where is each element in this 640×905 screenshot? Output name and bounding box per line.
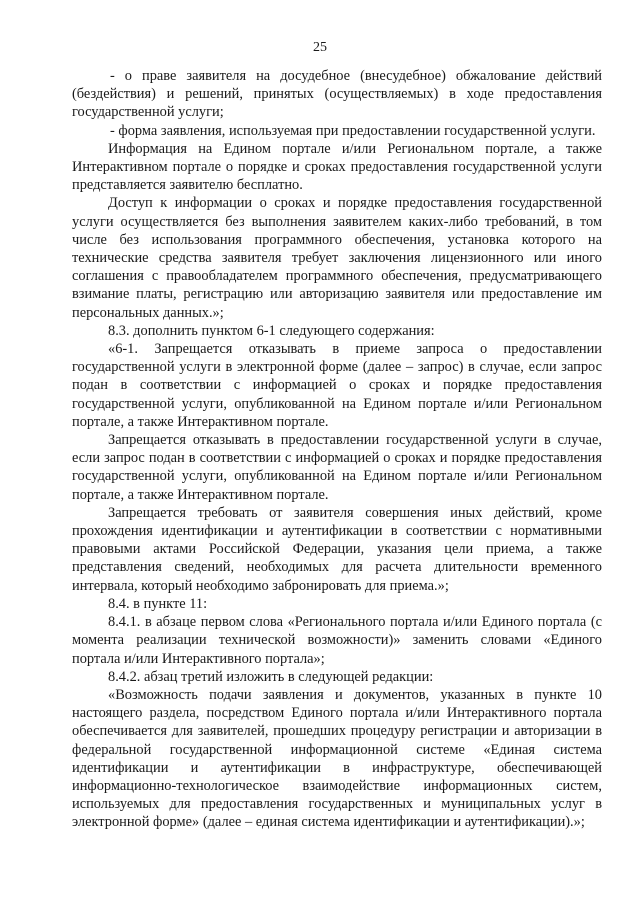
paragraph-item-8-4: 8.4. в пункте 11: [108,595,208,612]
document-body [72,67,602,832]
paragraph-appeal-right: - о праве заявителя на досудебное (внесудебное) обжалование действий (бездействия) и решений, принятых (осуществляемых) в ходе предоставления государственной услуги; [72,68,602,121]
paragraph-application-form: - форма заявления, используемая при предоставлении государственной услуги. [110,122,596,139]
page-number: 25 [313,40,327,55]
paragraph-extra-requirements: Запрещается требовать от заявителя совершения иных действий, кроме прохождения идентификации и аутентификации в соответствии с нормативными правовыми актами Российской Федерации, указания цели приема, а также представления сведений, необходимых для расчета длительности временного интервала, который необходимо забронировать для приема.»; [72,504,602,594]
paragraph-service-refusal: Запрещается отказывать в предоставлении государственной услуги в случае, если запрос подан в соответствии с информацией о сроках и порядке предоставления государственной услуги, опубликованной на Едином портале и/или Региональном портале, а также Интерактивном портале. [72,432,602,503]
paragraph-submission-possibility: «Возможность подачи заявления и документов, указанных в пункте 10 настоящего раздела, посредством Единого портала и/или Интерактивного портала обеспечивается для заявителей, прошедших процедуру регистрации и авторизации в федеральной государственной информационной системе «Единая система идентификации и аутентификации в инфраструктуре, обеспечивающей информационно-технологическое взаимодействие информационных систем, используемых для предоставления государственных и муниципальных услуг в электронной форме» (далее – единая система идентификации и аутентификации).»; [72,686,602,831]
paragraph-item-8-4-1: 8.4.1. в абзаце первом слова «Регионального портала и/или Единого портала (с момента реализации технической возможности)» заменить словами «Единого портала и/или Интерактивного портала»; [72,614,602,667]
paragraph-information-access: Доступ к информации о сроках и порядке предоставления государственной услуги осуществляется без выполнения заявителем каких-либо требований, в том числе без использования программного обеспечения, установка которого на технические средства заявителя требует заключения лицензионного или иного соглашения с правообладателем программного обеспечения, предусматривающего взимание платы, регистрацию или авторизацию заявителя или предоставление им персональных данных.»; [72,195,602,321]
paragraph-free-information: Информация на Едином портале и/или Региональном портале, а также Интерактивном портале о порядке и сроках предоставления государственной услуги представляется заявителю бесплатно. [72,140,602,194]
paragraph-item-8-3: 8.3. дополнить пунктом 6-1 следующего содержания: [108,322,435,339]
paragraph-item-8-4-2: 8.4.2. абзац третий изложить в следующей редакции: [108,668,434,685]
paragraph-6-1-request-refusal: «6-1. Запрещается отказывать в приеме запроса о предоставлении государственной услуги в электронной форме (далее – запрос) в случае, если запрос подан в соответствии с информацией о сроках и порядке предоставления государственной услуги, опубликованной на Едином портале и/или Региональном портале, а также Интерактивном портале. [72,341,602,430]
